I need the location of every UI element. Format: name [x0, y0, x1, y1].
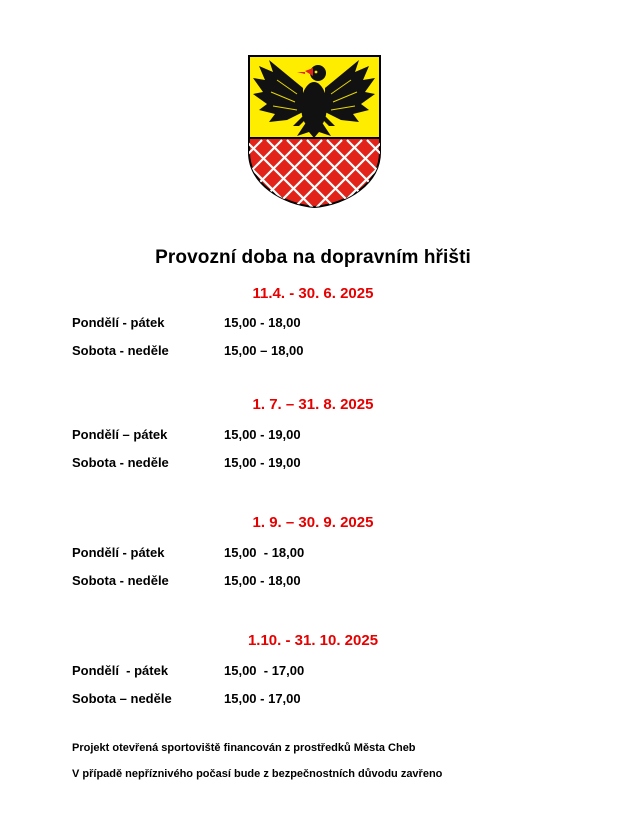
- schedule-days: Pondělí - pátek: [72, 663, 169, 678]
- section-date-range: 1.10. - 31. 10. 2025: [247, 632, 379, 649]
- schedule-row: [72, 691, 301, 736]
- schedule-hours: 15,00 - 18,00: [224, 573, 301, 588]
- schedule-days: Pondělí - pátek: [72, 315, 165, 330]
- schedule-days: Pondělí – pátek: [72, 427, 168, 442]
- funding-note: Projekt otevřená sportoviště financován z prostředků Města Cheb: [72, 742, 416, 754]
- schedule-days: Sobota - neděle: [72, 343, 169, 358]
- schedule-row: [72, 455, 301, 500]
- schedule-days: Sobota - neděle: [72, 573, 169, 588]
- schedule-days: Sobota – neděle: [72, 691, 172, 706]
- schedule-hours: 15,00 - 19,00: [224, 427, 301, 442]
- schedule-row: [72, 573, 301, 618]
- page-title: Provozní doba na dopravním hřišti: [155, 247, 471, 268]
- schedule-hours: 15,00 – 18,00: [224, 343, 304, 358]
- section-date-range: 11.4. - 30. 6. 2025: [252, 285, 374, 302]
- schedule-hours: 15,00 - 19,00: [224, 455, 301, 470]
- schedule-hours: 15,00 - 18,00: [224, 545, 305, 560]
- schedule-row: [72, 343, 304, 388]
- schedule-hours: 15,00 - 18,00: [224, 315, 301, 330]
- schedule-hours: 15,00 - 17,00: [224, 663, 305, 678]
- section-date-range: 1. 7. – 31. 8. 2025: [252, 396, 374, 413]
- schedule-hours: 15,00 - 17,00: [224, 691, 301, 706]
- weather-note: V případě nepříznivého počasí bude z bezpečnostních důvodu zavřeno: [72, 768, 443, 780]
- schedule-days: Sobota - neděle: [72, 455, 169, 470]
- section-date-range: 1. 9. – 30. 9. 2025: [252, 514, 374, 531]
- schedule-days: Pondělí - pátek: [72, 545, 165, 560]
- cheb-coat-of-arms-icon: [247, 54, 382, 209]
